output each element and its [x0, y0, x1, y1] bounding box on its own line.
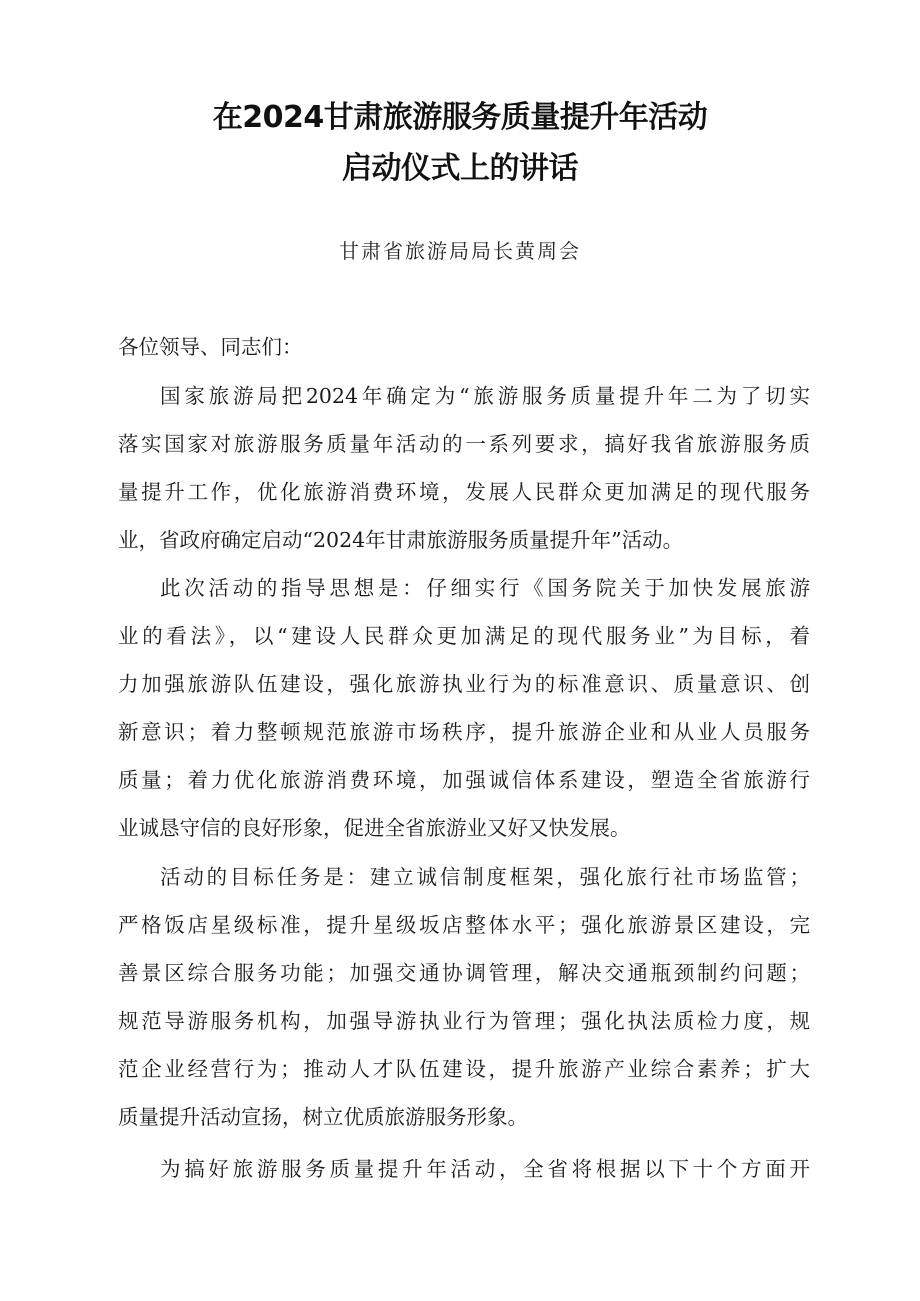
- paragraph-3-line: 善景区综合服务功能；加强交通协调管理，解决交通瓶颈制约问题；: [118, 961, 810, 985]
- paragraph-3-line: 严格饭店星级标准，提升星级坂店整体水平；强化旅游景区建设，完: [118, 913, 810, 937]
- paragraph-2-line: 业的看法》，以“建设人民群众更加满足的现代服务业”为目标，着: [118, 624, 810, 648]
- paragraph-2-line: 质量；着力优化旅游消费环境，加强诚信体系建设，塑造全省旅游行: [118, 768, 810, 792]
- paragraph-1-line: 量提升工作，优化旅游消费环境，发展人民群众更加满足的现代服务: [118, 480, 810, 504]
- paragraph-4-line: 为搞好旅游服务质量提升年活动，全省将根据以下十个方面开: [160, 1157, 810, 1181]
- paragraph-3-line: 质量提升活动宣扬，树立优质旅游服务形象。: [118, 1105, 528, 1129]
- paragraph-1-line: 业，省政府确定启动“2024年甘肃旅游服务质量提升年”活动。: [118, 528, 684, 552]
- paragraph-3-line: 范企业经营行为；推动人才队伍建设，提升旅游产业综合素养；扩大: [118, 1057, 810, 1081]
- document-title-line-2: 启动仪式上的讲话: [342, 151, 578, 186]
- paragraph-2-line: 此次活动的指导思想是：仔细实行《国务院关于加快发展旅游: [160, 576, 810, 600]
- salutation: 各位领导、同志们：: [118, 335, 303, 359]
- paragraph-3-line: 活动的目标任务是：建立诚信制度框架，强化旅行社市场监管；: [160, 865, 810, 889]
- paragraph-1-line: 国家旅游局把2024年确定为“旅游服务质量提升年二为了切实: [160, 384, 810, 408]
- paragraph-2-line: 业诚恳守信的良好形象，促进全省旅游业又好又快发展。: [118, 816, 631, 840]
- paragraph-2-line: 力加强旅游队伍建设，强化旅游执业行为的标准意识、质量意识、创: [118, 672, 810, 696]
- paragraph-3-line: 规范导游服务机构，加强导游执业行为管理；强化执法质检力度，规: [118, 1009, 810, 1033]
- document-author: 甘肃省旅游局局长黄周会: [339, 239, 581, 263]
- paragraph-1-line: 落实国家对旅游服务质量年活动的一系列要求，搞好我省旅游服务质: [118, 432, 810, 456]
- document-title-line-1: 在2024甘肃旅游服务质量提升年活动: [212, 100, 708, 135]
- paragraph-2-line: 新意识；着力整顿规范旅游市场秩序，提升旅游企业和从业人员服务: [118, 720, 810, 744]
